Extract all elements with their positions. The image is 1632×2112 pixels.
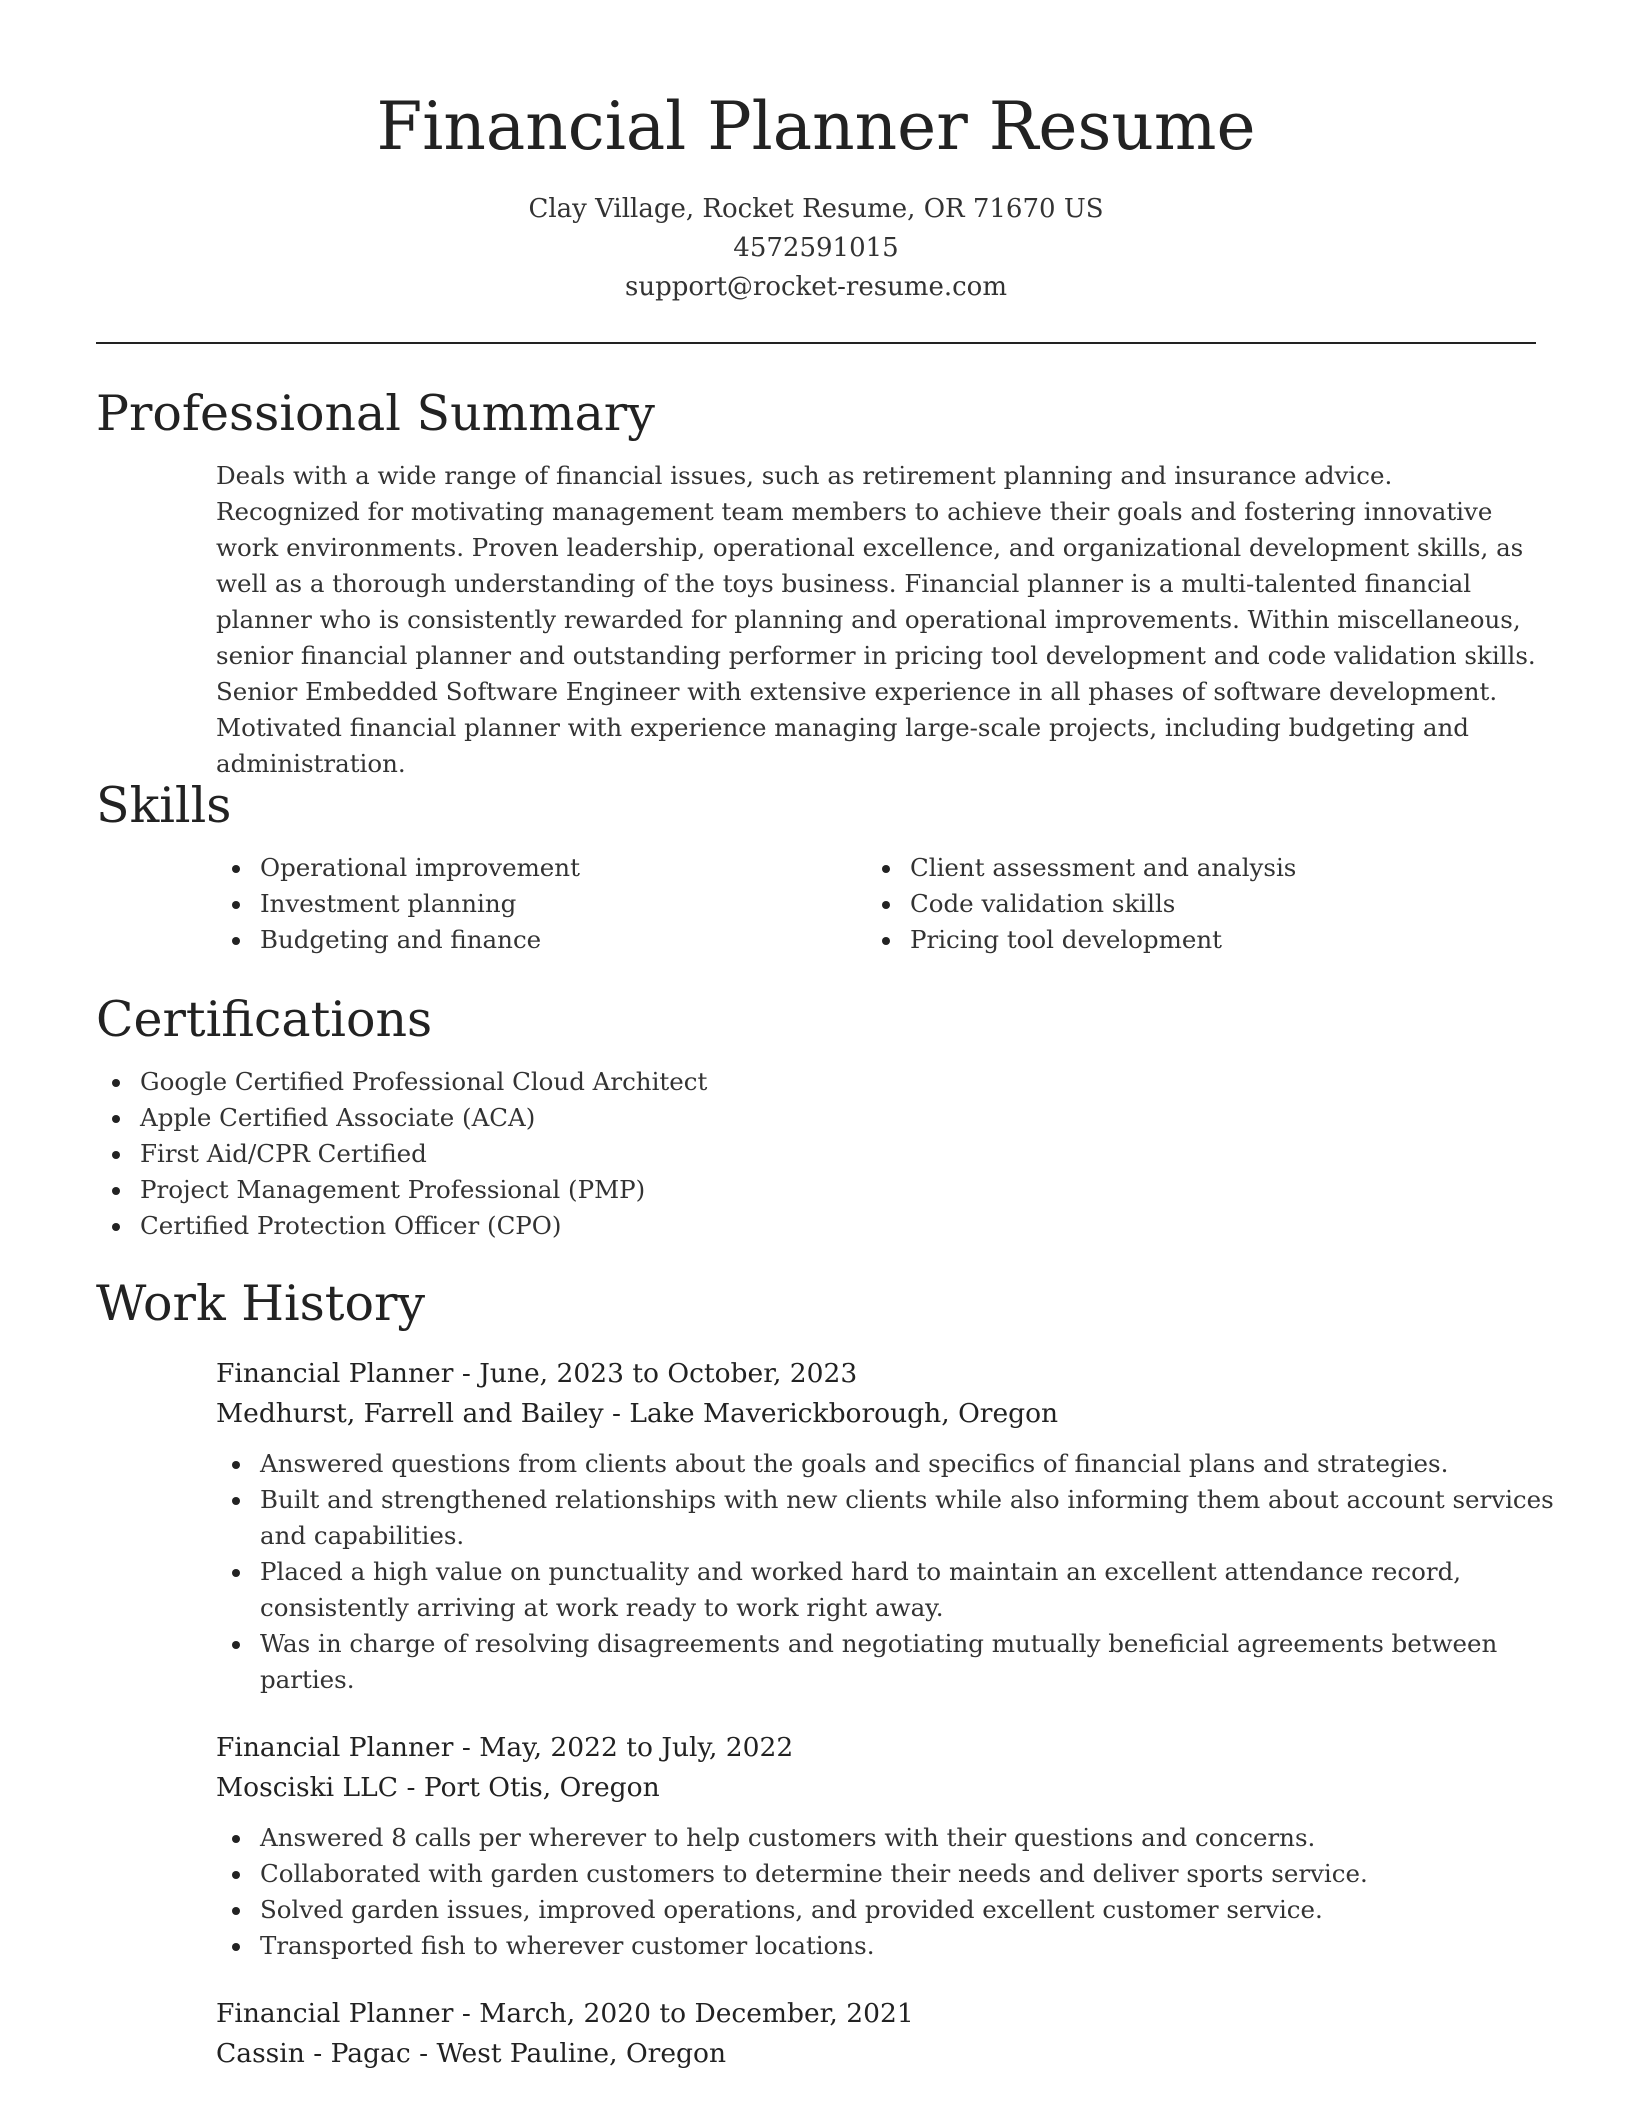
job-bullets [216,1446,1556,1698]
job-bullet: Solved garden issues, improved operations, and provided excellent customer service. [216,1892,1556,1928]
job-title: Financial Planner - May, 2022 to July, 2022 [216,1732,794,1763]
summary-text: Deals with a wide range of financial issues, such as retirement planning and insurance advice. Recognized for motivating management team members to achieve their goals and fostering innovative work environments. Proven leadership, operational excellence, and organizational development skills, as well as a thorough understanding of the toys business. Financial planner is a multi-talented financial planner who is consistently rewarded for planning and operational improvements. Within miscellaneous, senior financial planner and outstanding performer in pricing tool development and code validation skills. Senior Embedded Software Engineer with extensive experience in all phases of software development. Motivated financial planner with experience managing large-scale projects, including budgeting and administration. [216,461,1536,778]
job-bullet: Was in charge of resolving disagreements and negotiating mutually beneficial agreements between parties. [216,1626,1556,1698]
skill-item: Operational improvement [216,850,866,886]
certifications-list [96,1064,1416,1244]
skill-item: Client assessment and analysis [866,850,1516,886]
contact-address: Clay Village, Rocket Resume, OR 71670 US [528,194,1104,224]
job-bullets [216,1820,1556,1964]
job-bullet: Answered questions from clients about the goals and specifics of financial plans and strategies. [216,1446,1556,1482]
contact-phone: 4572591015 [733,233,899,263]
job-company: Cassin - Pagac - West Pauline, Oregon [216,2038,727,2069]
work-history-heading: Work History [96,1275,426,1332]
job-company: Mosciski LLC - Port Otis, Oregon [216,1772,660,1803]
skills-column-left [216,850,866,958]
skill-item: Budgeting and finance [216,922,866,958]
contact-email: support@rocket-resume.com [624,272,1007,302]
header-divider [96,342,1536,344]
job-bullet: Built and strengthened relationships with new clients while also informing them about account services and capabilities. [216,1482,1556,1554]
job-entry [216,1728,1556,1964]
certification-item: First Aid/CPR Certified [96,1136,1416,1172]
work-history-section [96,1272,1554,2086]
job-entry [216,1994,1556,2074]
certification-item: Apple Certified Associate (ACA) [96,1100,1416,1136]
skills-grid [216,850,1536,958]
summary-heading: Professional Summary [96,385,655,442]
certification-item: Certified Protection Officer (CPO) [96,1208,1416,1244]
job-title: Financial Planner - March, 2020 to December, 2021 [216,1998,914,2029]
job-bullet: Collaborated with garden customers to determine their needs and deliver sports service. [216,1856,1556,1892]
job-entry [216,1354,1556,1698]
skill-item: Investment planning [216,886,866,922]
certifications-heading: Certifications [96,991,433,1048]
summary-section [96,382,1536,782]
page-title: Financial Planner Resume [376,88,1256,165]
job-company: Medhurst, Farrell and Bailey - Lake Maverickborough, Oregon [216,1398,1059,1429]
skills-column-right [866,850,1516,958]
job-title: Financial Planner - June, 2023 to October, 2023 [216,1358,858,1389]
certifications-section [96,988,1536,1244]
job-bullet: Transported fish to wherever customer locations. [216,1928,1556,1964]
certification-item: Google Certified Professional Cloud Architect [96,1064,1416,1100]
skills-heading: Skills [96,777,232,834]
skills-section [96,774,1536,958]
job-bullet: Placed a high value on punctuality and worked hard to maintain an excellent attendance record, consistently arriving at work ready to work right away. [216,1554,1556,1626]
skill-item: Pricing tool development [866,922,1516,958]
certification-item: Project Management Professional (PMP) [96,1172,1416,1208]
skill-item: Code validation skills [866,886,1516,922]
job-bullet: Answered 8 calls per wherever to help customers with their questions and concerns. [216,1820,1556,1856]
contact-info [0,190,1632,307]
